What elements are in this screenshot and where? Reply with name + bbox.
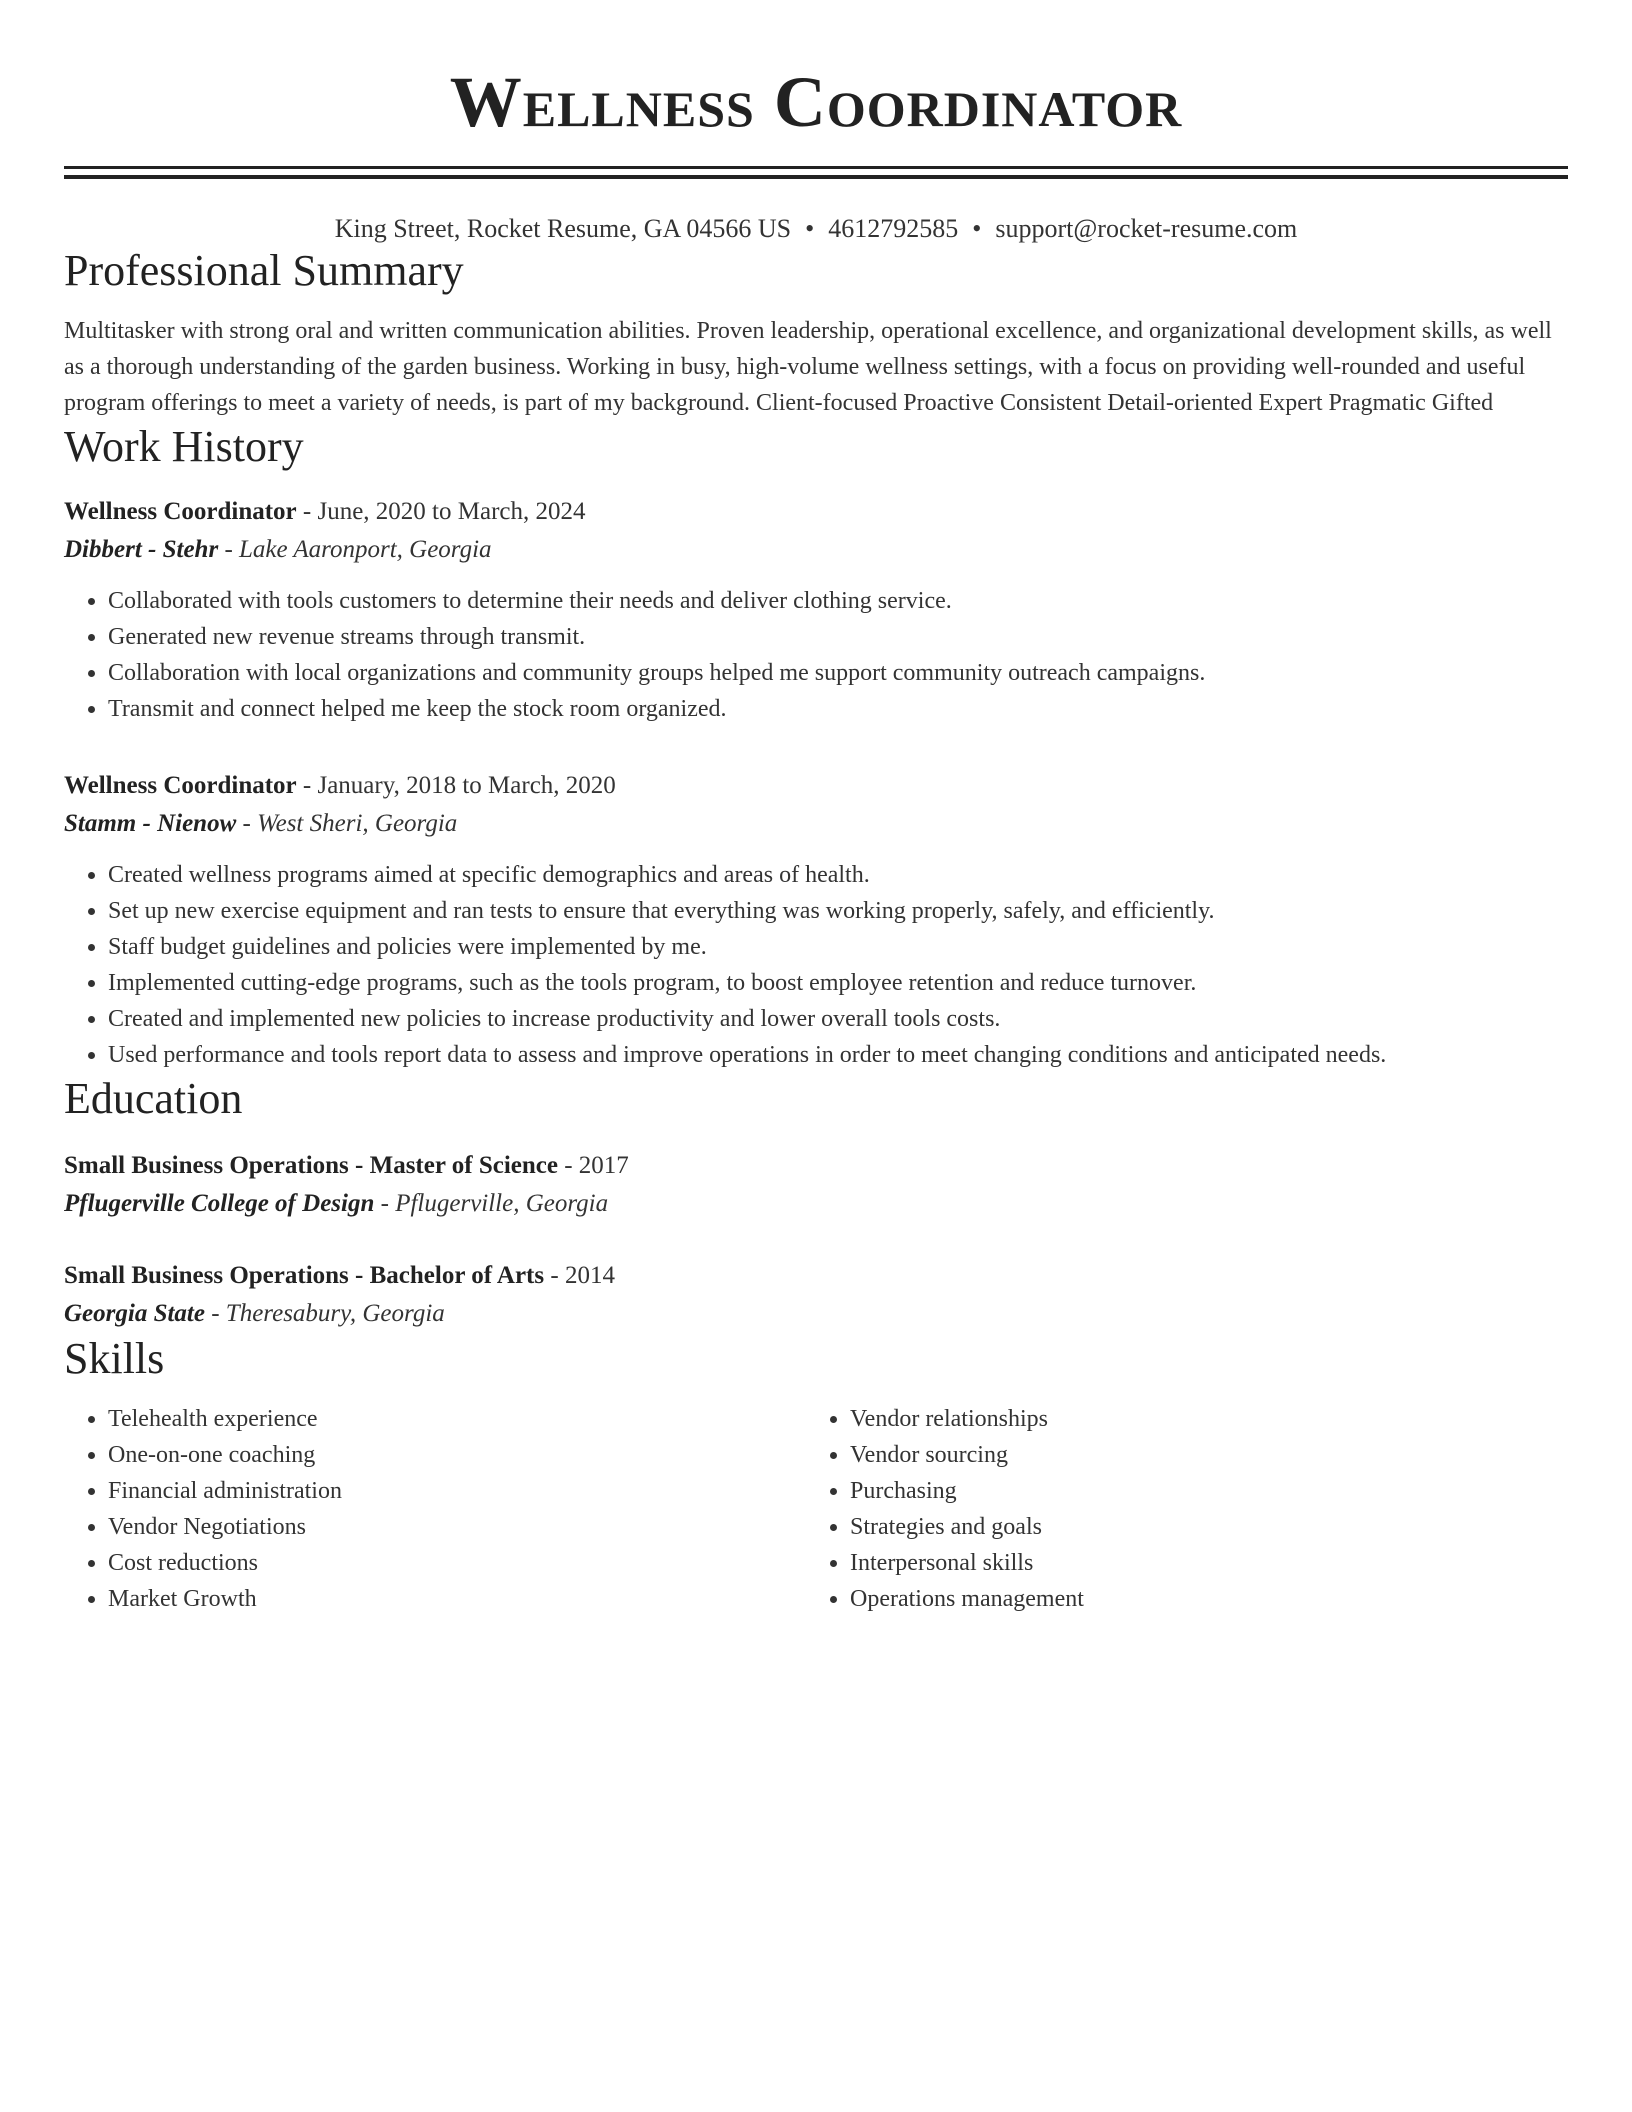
job-title: Wellness Coordinator bbox=[64, 772, 297, 799]
job-bullets bbox=[64, 583, 1568, 727]
job-company: Stamm - Nienow bbox=[64, 810, 237, 837]
summary-text: Multitasker with strong oral and written communication abilities. Proven leadership, operational excellence, and organizational development skills, as well as a thorough understanding of the garden business. Working in busy, high-volume wellness settings, with a focus on providing well-rounded and useful program offerings to meet a variety of needs, is part of my background. Client-focused Proactive Consistent Detail-oriented Expert Pragmatic Gifted bbox=[64, 318, 1552, 416]
skill-item: • Purchasing bbox=[850, 1473, 1548, 1509]
education-degree-line bbox=[64, 1147, 1568, 1185]
header-rule-bottom bbox=[64, 175, 1568, 179]
header-rule-top bbox=[64, 166, 1568, 169]
education-school: Georgia State bbox=[64, 1300, 205, 1327]
job-title-line bbox=[64, 767, 1568, 805]
education-school-line bbox=[64, 1185, 1568, 1223]
education-degree-line bbox=[64, 1257, 1568, 1295]
job-location: - West Sheri, Georgia bbox=[236, 810, 458, 837]
education-entry bbox=[64, 1147, 1568, 1223]
job-bullet: • Used performance and tools report data to assess and improve operations in order to meet changing conditions and anticipated needs. bbox=[108, 1037, 1568, 1073]
job-entry bbox=[64, 493, 1568, 727]
job-company: Dibbert - Stehr bbox=[64, 536, 219, 563]
education-year: - 2014 bbox=[544, 1262, 615, 1289]
skills-heading: Skills bbox=[64, 1334, 165, 1383]
skills-columns bbox=[64, 1401, 1568, 1617]
job-bullet: • Collaborated with tools customers to determine their needs and deliver clothing service. bbox=[108, 583, 1568, 619]
skill-item: • Strategies and goals bbox=[850, 1509, 1548, 1545]
job-dates: - January, 2018 to March, 2020 bbox=[296, 772, 616, 799]
summary-heading: Professional Summary bbox=[64, 246, 464, 295]
contact-line bbox=[64, 213, 1568, 245]
job-location: - Lake Aaronport, Georgia bbox=[218, 536, 492, 563]
job-bullets bbox=[64, 857, 1568, 1073]
skills-list-right bbox=[806, 1401, 1548, 1617]
contact-separator: • bbox=[972, 214, 982, 243]
contact-email: support@rocket-resume.com bbox=[995, 214, 1298, 243]
job-company-line bbox=[64, 531, 1568, 569]
skill-item: • One-on-one coaching bbox=[108, 1437, 806, 1473]
skill-item: • Financial administration bbox=[108, 1473, 806, 1509]
skill-item: • Telehealth experience bbox=[108, 1401, 806, 1437]
job-dates: - June, 2020 to March, 2024 bbox=[296, 498, 586, 525]
job-bullet: • Collaboration with local organizations and community groups helped me support community outreach campaigns. bbox=[108, 655, 1568, 691]
skill-item: • Vendor Negotiations bbox=[108, 1509, 806, 1545]
job-bullet: • Created wellness programs aimed at specific demographics and areas of health. bbox=[108, 857, 1568, 893]
education-location: - Theresabury, Georgia bbox=[204, 1300, 445, 1327]
education-heading: Education bbox=[64, 1074, 243, 1123]
education-degree: Small Business Operations - Bachelor of Arts bbox=[64, 1262, 545, 1289]
skill-item: • Operations management bbox=[850, 1581, 1548, 1617]
job-entry bbox=[64, 767, 1568, 1073]
job-bullet: • Implemented cutting-edge programs, such as the tools program, to boost employee retention and reduce turnover. bbox=[108, 965, 1568, 1001]
education-year: - 2017 bbox=[557, 1152, 629, 1179]
job-bullet: • Set up new exercise equipment and ran tests to ensure that everything was working properly, safely, and efficiently. bbox=[108, 893, 1568, 929]
education-school-line bbox=[64, 1295, 1568, 1333]
skill-item: • Cost reductions bbox=[108, 1545, 806, 1581]
job-bullet: • Created and implemented new policies to increase productivity and lower overall tools costs. bbox=[108, 1001, 1568, 1037]
job-bullet: • Generated new revenue streams through transmit. bbox=[108, 619, 1568, 655]
skills-list-left bbox=[64, 1401, 806, 1617]
contact-separator: • bbox=[805, 214, 815, 243]
job-company-line bbox=[64, 805, 1568, 843]
education-entry bbox=[64, 1257, 1568, 1333]
contact-phone: 4612792585 bbox=[828, 214, 959, 243]
job-bullet: • Staff budget guidelines and policies were implemented by me. bbox=[108, 929, 1568, 965]
contact-address: King Street, Rocket Resume, GA 04566 US bbox=[334, 214, 792, 243]
skill-item: • Vendor sourcing bbox=[850, 1437, 1548, 1473]
skill-item: • Interpersonal skills bbox=[850, 1545, 1548, 1581]
job-title-line bbox=[64, 493, 1568, 531]
education-school: Pflugerville College of Design bbox=[64, 1190, 375, 1217]
education-degree: Small Business Operations - Master of Science bbox=[64, 1152, 558, 1179]
job-bullet: • Transmit and connect helped me keep the stock room organized. bbox=[108, 691, 1568, 727]
job-title: Wellness Coordinator bbox=[64, 498, 297, 525]
skill-item: • Vendor relationships bbox=[850, 1401, 1548, 1437]
education-location: - Pflugerville, Georgia bbox=[374, 1190, 609, 1217]
skill-item: • Market Growth bbox=[108, 1581, 806, 1617]
work-history-heading: Work History bbox=[64, 422, 304, 471]
resume-name-heading: Wellness Coordinator bbox=[449, 62, 1183, 142]
